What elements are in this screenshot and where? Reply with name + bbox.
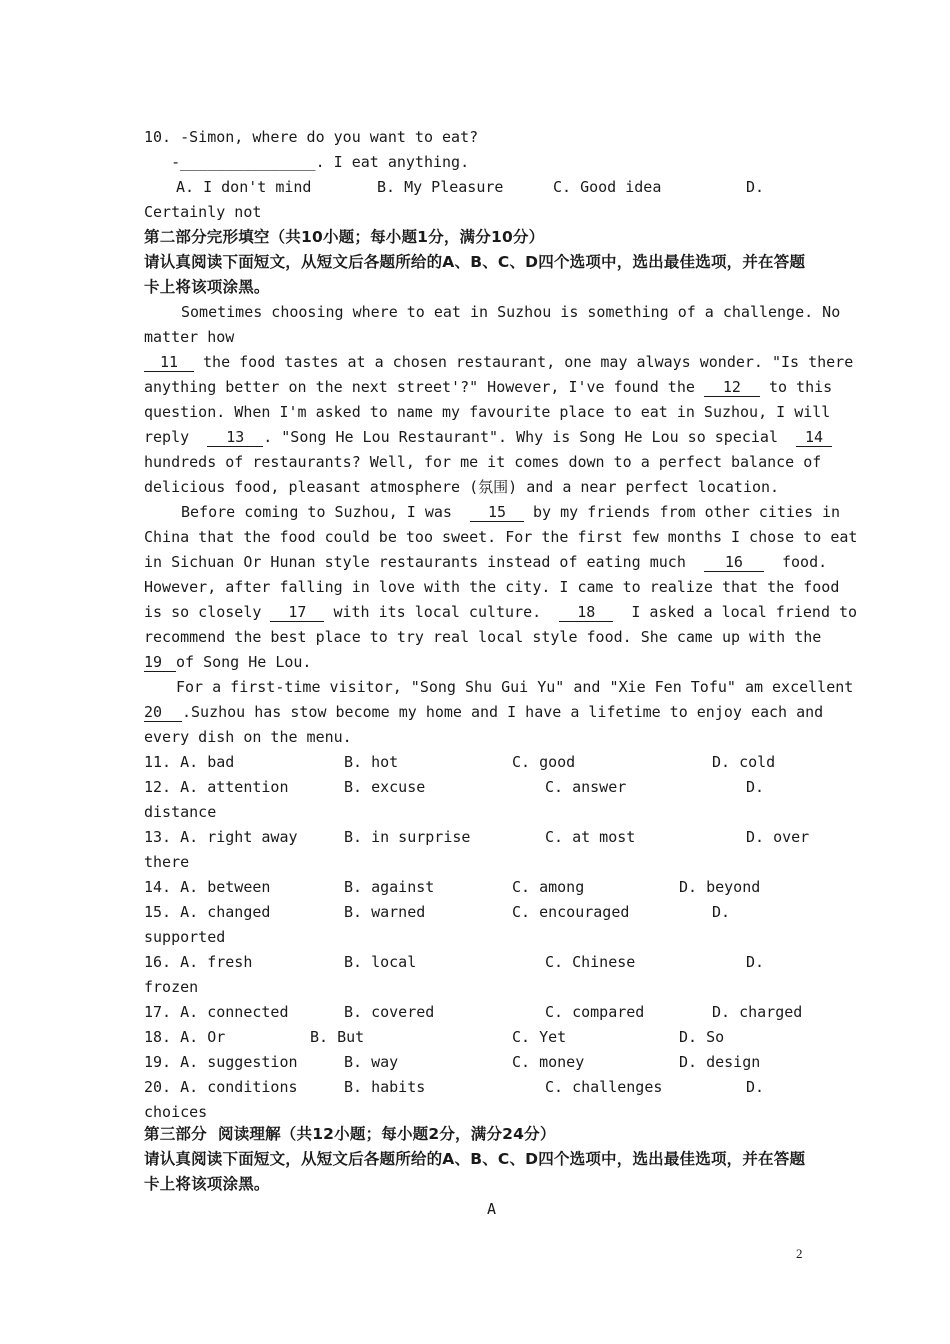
passage-line: 11 the food tastes at a chosen restaurant, one may always wonder. "Is there [144, 350, 806, 375]
passage-line: every dish on the menu. [144, 728, 352, 746]
passage-line: China that the food could be too sweet. For the first few months I chose to eat [144, 528, 858, 546]
question-17-option-a: 17. A. connected [144, 1003, 289, 1021]
question-14-option-a: 14. A. between [144, 878, 271, 896]
q10-option-a: A. I don't mind [176, 178, 312, 196]
question-12-option-d-wrap: distance [144, 803, 217, 821]
passage-line: is so closely 17 with its local culture. 18 I asked a local friend to [144, 603, 858, 621]
q10-stem: 10. -Simon, where do you want to eat? [144, 128, 479, 146]
question-15-option-d: D. [712, 903, 731, 921]
passage-line: hundreds of restaurants? Well, for me it comes down to a perfect balance of [144, 453, 822, 471]
blank-17: 17 [270, 603, 324, 622]
passage-line: For a first-time visitor, "Song Shu Gui Yu" and "Xie Fen Tofu" am excellent [176, 678, 854, 696]
question-16-option-d: D. [746, 953, 765, 971]
question-20-option-d-wrap: choices [144, 1103, 208, 1121]
question-12-option-c: C. answer [545, 778, 627, 796]
question-13-option-c: C. at most [545, 828, 636, 846]
question-12-option-a: 12. A. attention [144, 778, 289, 796]
question-16-option-a: 16. A. fresh [144, 953, 253, 971]
question-15-option-c: C. encouraged [512, 903, 630, 921]
question-11-option-d: D. cold [712, 753, 776, 771]
question-12-option-b: B. excuse [344, 778, 426, 796]
question-17-option-d: D. charged [712, 1003, 803, 1021]
question-13-option-d: D. over [746, 828, 810, 846]
passage-line: 20 .Suzhou has stow become my home and I have a lifetime to enjoy each and [144, 703, 824, 721]
q10-option-c: C. Good idea [553, 178, 662, 196]
part2-heading: 第二部分完形填空（共10小题；每小题1分，满分10分） [144, 228, 545, 246]
question-16-option-b: B. local [344, 953, 417, 971]
question-18-option-c: C. Yet [512, 1028, 567, 1046]
question-19-option-c: C. money [512, 1053, 585, 1071]
question-15-option-a: 15. A. changed [144, 903, 271, 921]
passage-line: matter how [144, 328, 235, 346]
blank-11: 11 [144, 353, 194, 372]
passage-line: Before coming to Suzhou, I was 15 by my friends from other cities in [181, 503, 841, 521]
part3-heading: 第三部分 阅读理解（共12小题；每小题2分，满分24分） [144, 1125, 556, 1143]
question-15-option-b: B. warned [344, 903, 426, 921]
question-20-option-b: B. habits [344, 1078, 426, 1096]
part3-instructions-1: 请认真阅读下面短文，从短文后各题所给的A、B、C、D四个选项中，选出最佳选项，并在答题 [144, 1150, 806, 1168]
q10-response: -_______________. I eat anything. [144, 153, 470, 171]
question-11-option-a: 11. A. bad [144, 753, 235, 771]
question-20-option-c: C. challenges [545, 1078, 663, 1096]
blank-13: 13 [207, 428, 263, 447]
question-19-option-b: B. way [344, 1053, 399, 1071]
blank-19: 19 [144, 653, 176, 672]
question-18-option-d: D. So [679, 1028, 725, 1046]
question-11-option-c: C. good [512, 753, 576, 771]
question-18-option-a: 18. A. Or [144, 1028, 226, 1046]
question-14-option-c: C. among [512, 878, 585, 896]
q10-option-d-wrap: Certainly not [144, 203, 262, 221]
blank-14: 14 [796, 428, 832, 447]
passage-line: delicious food, pleasant atmosphere (氛围) and a near perfect location. [144, 478, 780, 496]
question-19-option-a: 19. A. suggestion [144, 1053, 298, 1071]
question-19-option-d: D. design [679, 1053, 761, 1071]
question-13-option-d-wrap: there [144, 853, 190, 871]
question-11-option-b: B. hot [344, 753, 399, 771]
question-14-option-d: D. beyond [679, 878, 761, 896]
blank-12: 12 [704, 378, 760, 397]
blank-15: 15 [470, 503, 524, 522]
question-16-option-c: C. Chinese [545, 953, 636, 971]
part2-instructions-1: 请认真阅读下面短文，从短文后各题所给的A、B、C、D四个选项中，选出最佳选项，并在答题 [144, 253, 806, 271]
question-17-option-b: B. covered [344, 1003, 435, 1021]
passage-line: 19 of Song He Lou. [144, 653, 312, 671]
passage-line: in Sichuan Or Hunan style restaurants instead of eating much 16 food. [144, 553, 828, 571]
passage-line: recommend the best place to try real local style food. She came up with the [144, 628, 822, 646]
blank-16: 16 [704, 553, 764, 572]
question-20-option-a: 20. A. conditions [144, 1078, 298, 1096]
blank-20: 20 [144, 703, 182, 722]
part3-instructions-2: 卡上将该项涂黑。 [144, 1175, 270, 1193]
passage-line: question. When I'm asked to name my favourite place to eat in Suzhou, I will [144, 403, 831, 421]
question-15-option-d-wrap: supported [144, 928, 226, 946]
question-18-option-b: B. But [310, 1028, 365, 1046]
q10-option-b: B. My Pleasure [377, 178, 504, 196]
passage-line: reply 13 . "Song He Lou Restaurant". Why is Song He Lou so special 14 [144, 425, 806, 450]
question-12-option-d: D. [746, 778, 765, 796]
section-label: A [487, 1200, 497, 1218]
part2-instructions-2: 卡上将该项涂黑。 [144, 278, 270, 296]
page-number: 2 [796, 1246, 803, 1261]
q10-option-d: D. [746, 178, 765, 196]
question-13-option-a: 13. A. right away [144, 828, 298, 846]
passage-line: Sometimes choosing where to eat in Suzhou is something of a challenge. No [181, 303, 841, 321]
question-14-option-b: B. against [344, 878, 435, 896]
question-16-option-d-wrap: frozen [144, 978, 199, 996]
blank-18: 18 [559, 603, 613, 622]
question-17-option-c: C. compared [545, 1003, 645, 1021]
question-20-option-d: D. [746, 1078, 765, 1096]
passage-line: anything better on the next street'?" However, I've found the 12 to this [144, 378, 833, 396]
question-13-option-b: B. in surprise [344, 828, 471, 846]
passage-line: However, after falling in love with the city. I came to realize that the food [144, 578, 840, 596]
